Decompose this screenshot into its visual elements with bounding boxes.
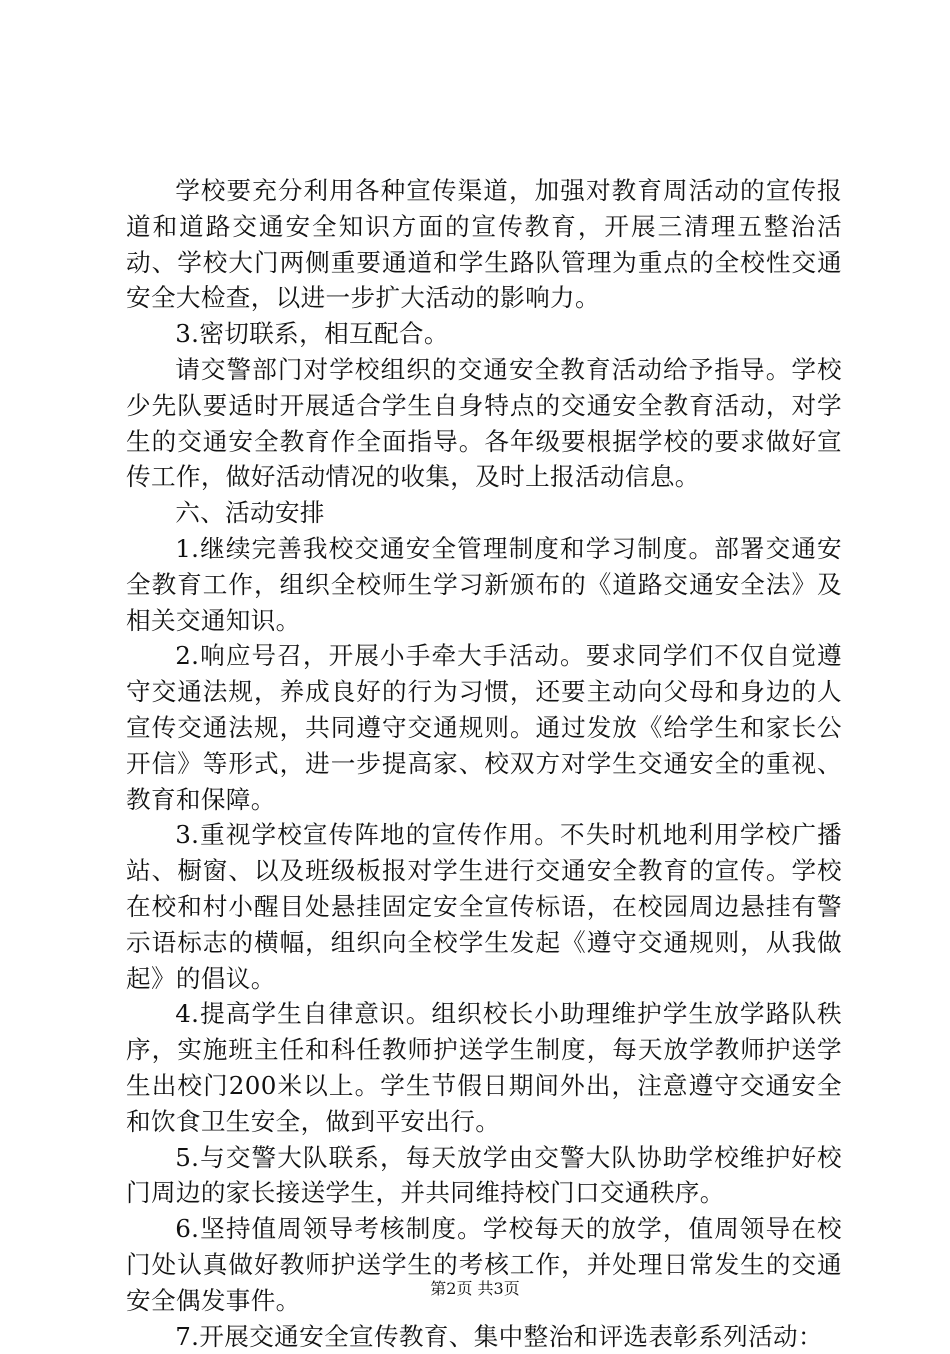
paragraph-item-4: 4.提高学生自律意识。组织校长小助理维护学生放学路队秩序，实施班主任和科任教师护送学生制度，每天放学教师护送学生出校门200米以上。学生节假日期间外出，注意遵守交通安全和饮食卫生安全，做到平安出行。 — [126, 996, 842, 1139]
paragraph-item-3: 3.重视学校宣传阵地的宣传作用。不失时机地利用学校广播站、橱窗、以及班级板报对学生进行交通安全教育的宣传。学校在校和村小醒目处悬挂固定安全宣传标语，在校园周边悬挂有警示语标志的横幅，组织向全校学生发起《遵守交通规则，从我做起》的倡议。 — [126, 817, 842, 996]
paragraph-item-7: 7.开展交通安全宣传教育、集中整治和评选表彰系列活动： — [126, 1319, 842, 1354]
page-number-footer: 第2页 共3页 — [0, 1279, 950, 1299]
paragraph-item-1: 1.继续完善我校交通安全管理制度和学习制度。部署交通安全教育工作，组织全校师生学习新颁布的《道路交通安全法》及相关交通知识。 — [126, 531, 842, 638]
paragraph-heading-cooperation: 3.密切联系，相互配合。 — [126, 316, 842, 352]
paragraph-item-6: 6.坚持值周领导考核制度。学校每天的放学，值周领导在校门处认真做好教师护送学生的考核工作，并处理日常发生的交通安全偶发事件。 — [126, 1211, 842, 1318]
paragraph-publicity: 学校要充分利用各种宣传渠道，加强对教育周活动的宣传报道和道路交通安全知识方面的宣传教育，开展三清理五整治活动、学校大门两侧重要通道和学生路队管理为重点的全校性交通安全大检查，以进一步扩大活动的影响力。 — [126, 173, 842, 316]
paragraph-item-2: 2.响应号召，开展小手牵大手活动。要求同学们不仅自觉遵守交通法规，养成良好的行为习惯，还要主动向父母和身边的人宣传交通法规，共同遵守交通规则。通过发放《给学生和家长公开信》等形式，进一步提高家、校双方对学生交通安全的重视、教育和保障。 — [126, 638, 842, 817]
paragraph-item-5: 5.与交警大队联系，每天放学由交警大队协助学校维护好校门周边的家长接送学生，并共同维持校门口交通秩序。 — [126, 1140, 842, 1212]
paragraph-police-guidance: 请交警部门对学校组织的交通安全教育活动给予指导。学校少先队要适时开展适合学生自身特点的交通安全教育活动，对学生的交通安全教育作全面指导。各年级要根据学校的要求做好宣传工作，做好活动情况的收集，及时上报活动信息。 — [126, 352, 842, 495]
section-heading-activity-schedule: 六、活动安排 — [126, 495, 842, 531]
document-body — [126, 173, 842, 1354]
